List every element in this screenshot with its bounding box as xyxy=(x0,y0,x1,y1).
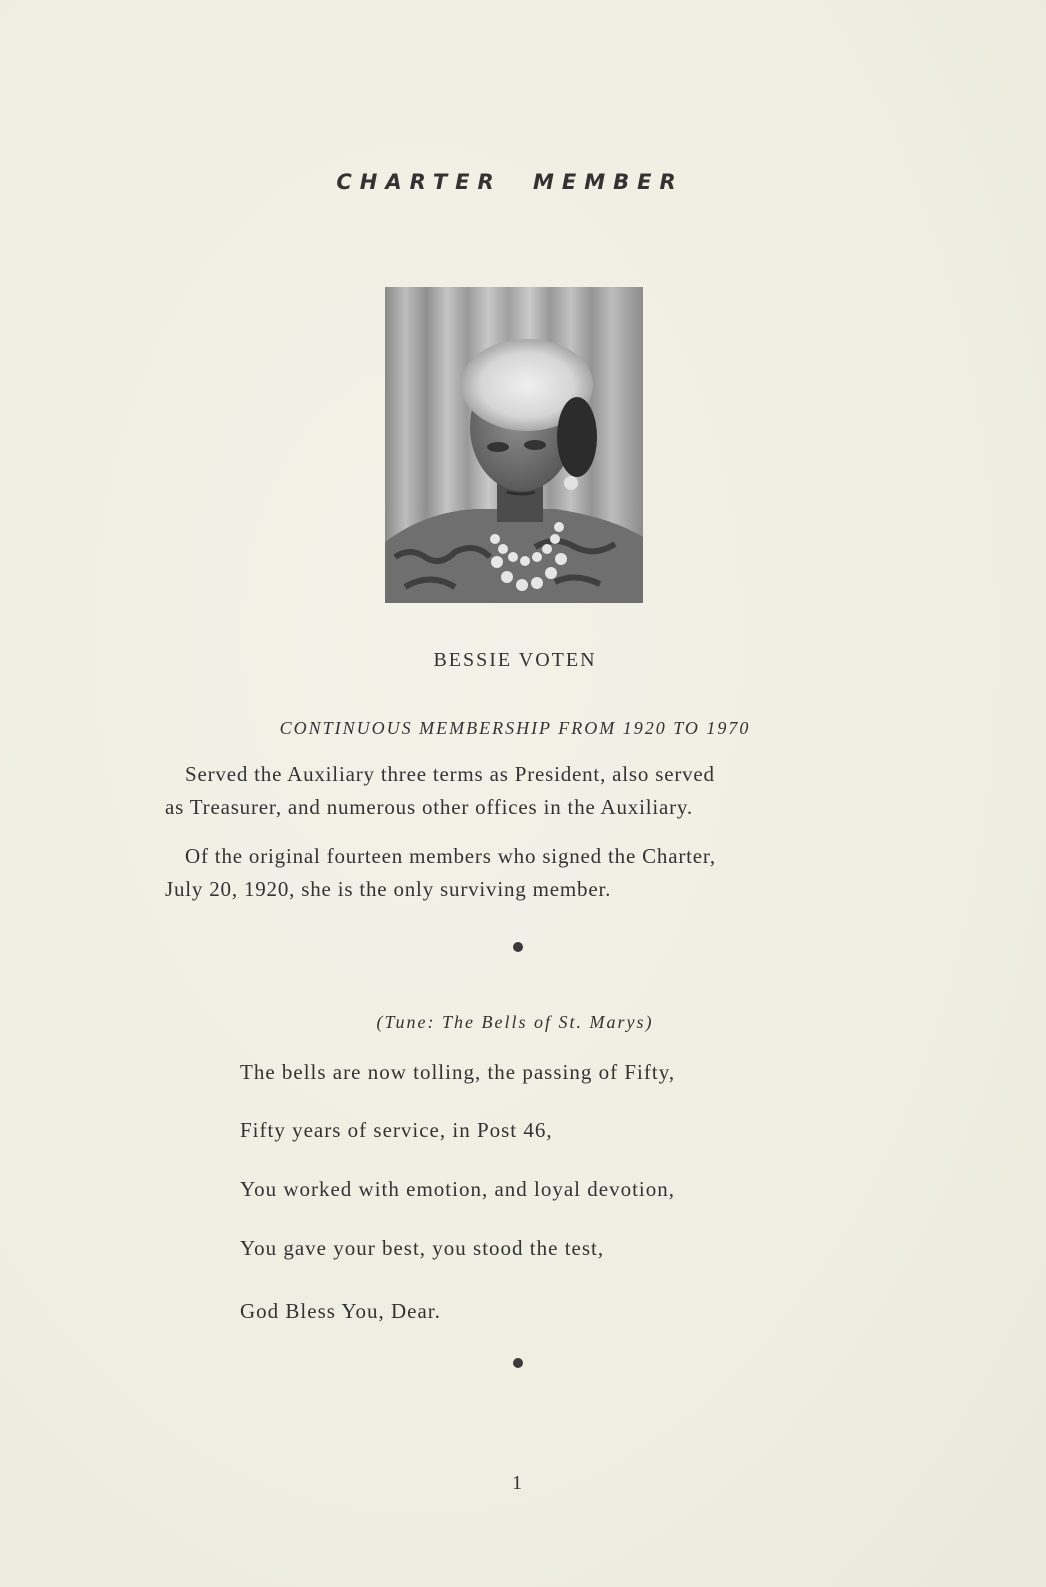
paragraph-line: as Treasurer, and numerous other offices in the Auxiliary. xyxy=(165,795,693,819)
verse-line: The bells are now tolling, the passing of Fifty, xyxy=(240,1060,676,1084)
verse-line: You gave your best, you stood the test, xyxy=(240,1236,605,1260)
verse-line: You worked with emotion, and loyal devotion, xyxy=(240,1177,676,1201)
bullet-separator xyxy=(513,1358,523,1368)
service-paragraph xyxy=(165,758,865,824)
bullet-separator xyxy=(513,942,523,952)
verse-line: Fifty years of service, in Post 46, xyxy=(240,1118,553,1142)
paragraph-line: Served the Auxiliary three terms as President, also served xyxy=(185,762,715,786)
tune-caption: (Tune: The Bells of St. Marys) xyxy=(376,1012,654,1032)
verse-line: God Bless You, Dear. xyxy=(240,1299,441,1323)
paragraph-line: Of the original fourteen members who signed the Charter, xyxy=(185,844,716,868)
page-number: 1 xyxy=(512,1472,522,1494)
member-name: BESSIE VOTEN xyxy=(433,649,597,671)
paragraph-line: July 20, 1920, she is the only surviving member. xyxy=(165,877,612,901)
portrait-photo xyxy=(385,287,643,603)
page-heading: CHARTER MEMBER xyxy=(336,170,684,194)
membership-span: CONTINUOUS MEMBERSHIP FROM 1920 TO 1970 xyxy=(279,718,751,738)
charter-paragraph xyxy=(165,840,865,906)
